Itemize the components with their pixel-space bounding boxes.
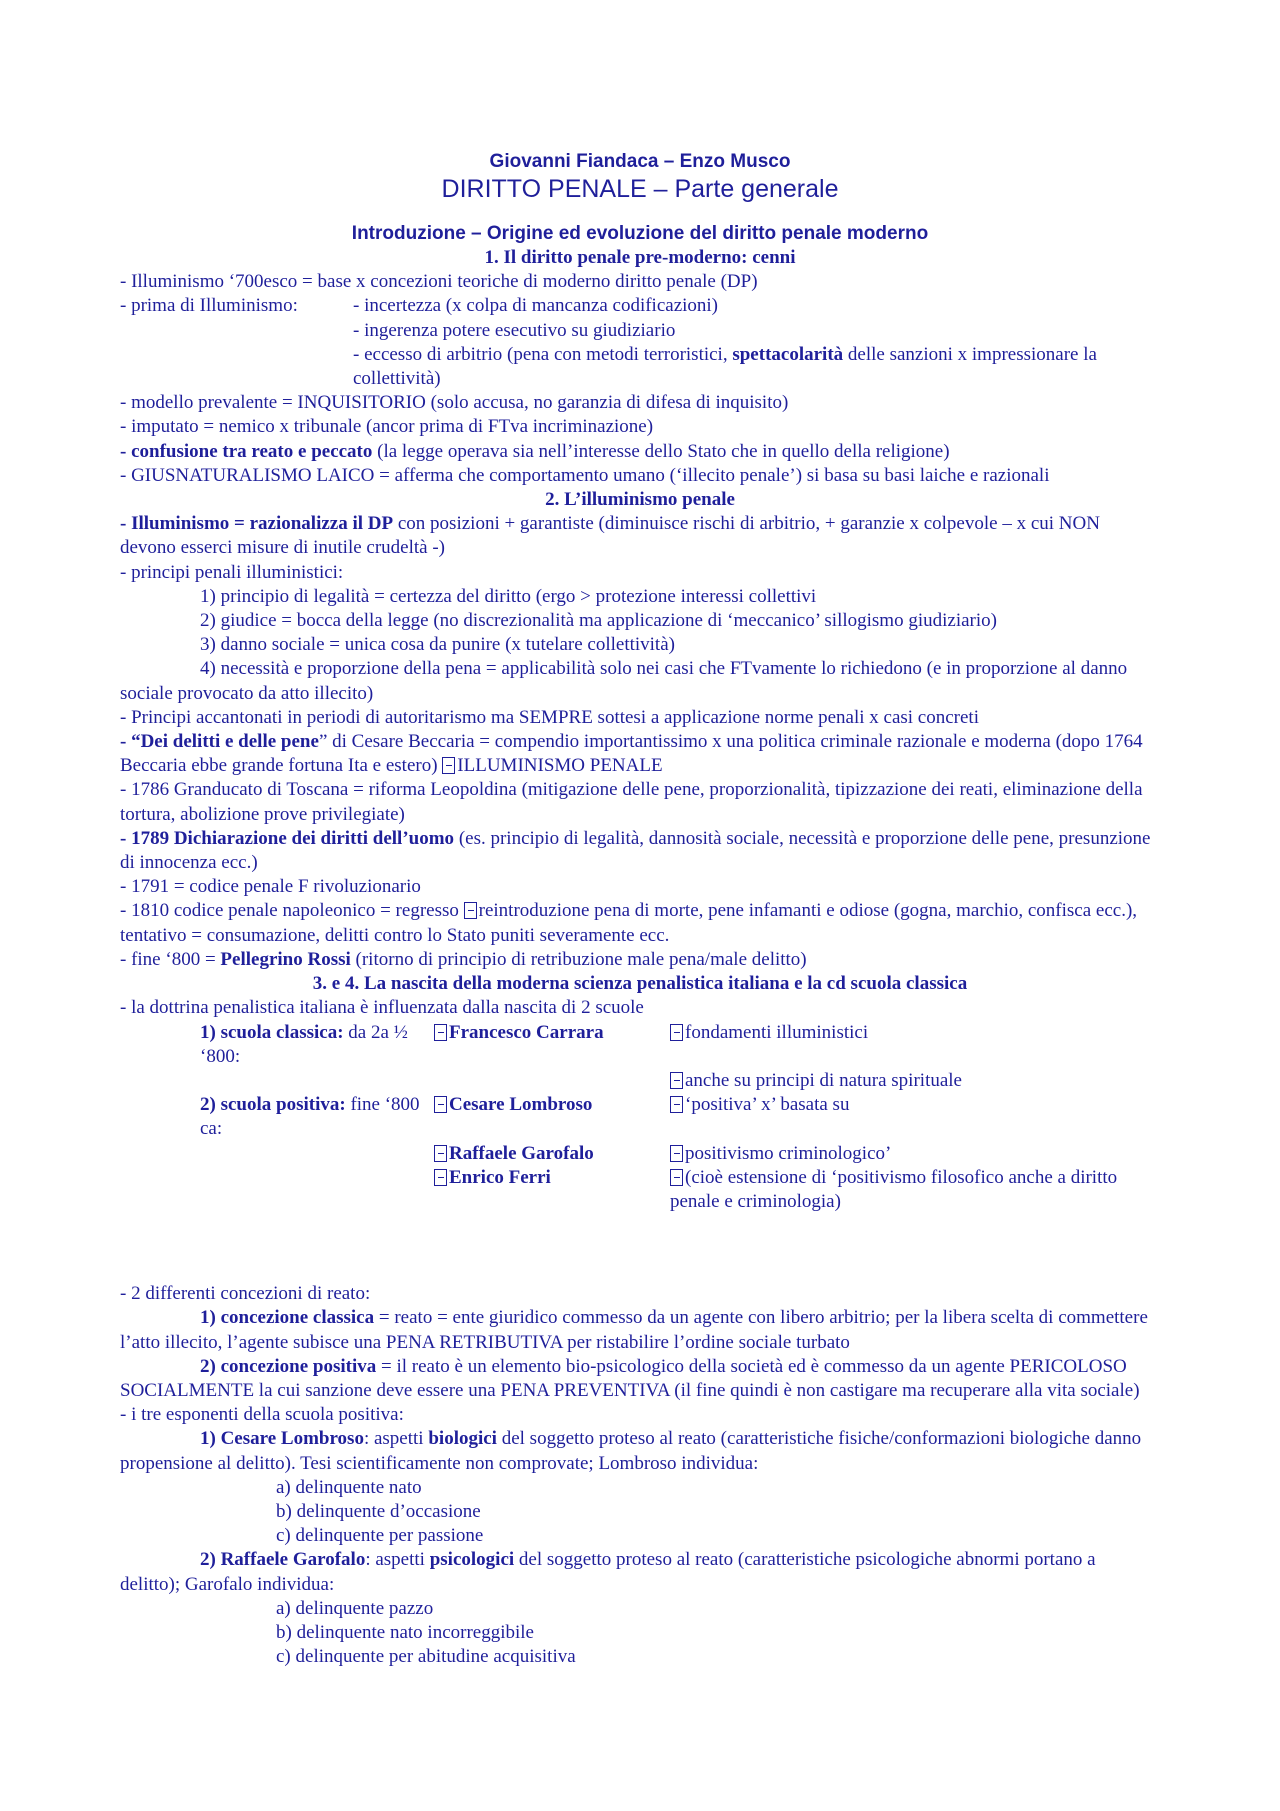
school-row: Enrico Ferri (cioè estensione di ‘positivismo filosofico anche a diritto penale e criminologia) xyxy=(120,1166,1160,1214)
paragraph: 2) concezione positiva = il reato è un elemento bio-psicologico della società ed è commesso da un agente PERICOLOSO SOCIALMENTE la cui sanzione deve essere una PENA PREVENTIVA (il fine quindi è non castigare ma recuperare alla vita sociale) xyxy=(120,1355,1140,1401)
paragraph: - 1789 Dichiarazione dei diritti dell’uomo (es. principio di legalità, dannosità sociale, necessità e proporzione delle pene, presunzione di innocenza ecc.) xyxy=(120,827,1151,874)
paragraph: - “Dei delitti e delle pene” di Cesare Beccaria = compendio importantissimo x una politica criminale razionale e moderna (dopo 1764 Beccaria ebbe grande fortuna Ita e estero) ILLUMINISMO PENALE xyxy=(120,731,1143,777)
hanging-list xyxy=(120,294,1160,318)
document-page xyxy=(120,150,1160,1669)
list-item: - eccesso di arbitrio (pena con metodi terroristici, spettacolarità delle sanzioni x impressionare la collettività) xyxy=(353,343,1097,390)
list-item: - incertezza (x colpa di mancanza codificazioni) xyxy=(353,295,719,317)
list-item: a) delinquente pazzo xyxy=(276,1597,434,1619)
paragraph: - Illuminismo ‘700esco = base x concezioni teoriche di moderno diritto penale (DP) xyxy=(120,271,758,293)
arrow-icon xyxy=(464,902,477,919)
arrow-icon xyxy=(442,757,455,774)
paragraph: 2) Raffaele Garofalo: aspetti psicologici del soggetto proteso al reato (caratteristiche psicologiche abnormi portano a delitto); Garofalo individua: xyxy=(120,1549,1096,1595)
paragraph: 1) concezione classica = reato = ente giuridico commesso da un agente con libero arbitrio; per la libera scelta di commettere l’atto illecito, l’agente subisce una PENA RETRIBUTIVA per ristabilire l’ordine sociale turbato xyxy=(120,1307,1148,1353)
paragraph: - principi penali illuministici: xyxy=(120,561,344,583)
arrow-icon xyxy=(670,1145,683,1162)
arrow-icon xyxy=(434,1024,447,1041)
paragraph: - confusione tra reato e peccato (la legge operava sia nell’interesse dello Stato che in quello della religione) xyxy=(120,440,950,462)
section-1-title: 1. Il diritto penale pre-moderno: cenni xyxy=(484,247,796,268)
paragraph: - 2 differenti concezioni di reato: xyxy=(120,1283,371,1305)
arrow-icon xyxy=(434,1169,447,1186)
list-item: - ingerenza potere esecutivo su giudiziario xyxy=(353,319,676,341)
list-item: b) delinquente nato incorreggibile xyxy=(276,1621,534,1643)
list-item: 4) necessità e proporzione della pena = applicabilità solo nei casi che FTvamente lo richiedono (e in proporzione al danno sociale provocato da atto illecito) xyxy=(120,658,1128,704)
paragraph: - imputato = nemico x tribunale (ancor prima di FTva incriminazione) xyxy=(120,416,654,438)
authors: Giovanni Fiandaca – Enzo Musco xyxy=(489,151,791,172)
list-item: 3) danno sociale = unica cosa da punire (x tutelare collettività) xyxy=(200,634,675,656)
paragraph: - 1791 = codice penale F rivoluzionario xyxy=(120,876,421,898)
paragraph: - GIUSNATURALISMO LAICO = afferma che comportamento umano (‘illecito penale’) si basa su basi laiche e razionali xyxy=(120,464,1050,486)
document-title: DIRITTO PENALE – Parte generale xyxy=(441,175,839,203)
arrow-icon xyxy=(434,1096,447,1113)
arrow-icon xyxy=(670,1072,683,1089)
paragraph: - Principi accantonati in periodi di autoritarismo ma SEMPRE sottesi a applicazione norme penali x casi concreti xyxy=(120,706,979,728)
paragraph: - 1810 codice penale napoleonico = regresso reintroduzione pena di morte, pene infamanti e odiose (gogna, marchio, confisca ecc.), tentativo = consumazione, delitti contro lo Stato puniti severamente ecc. xyxy=(120,900,1138,946)
paragraph: 1) Cesare Lombroso: aspetti biologici del soggetto proteso al reato (caratteristiche fisiche/conformazioni biologiche danno propensione al delitto). Tesi scientificamente non comprovate; Lombroso individua: xyxy=(120,1428,1142,1474)
paragraph: - Illuminismo = razionalizza il DP con posizioni + garantiste (diminuisce rischi di arbitrio, + garanzie x colpevole – x cui NON devono esserci misure di inutile crudeltà -) xyxy=(120,513,1100,559)
list-item: 2) giudice = bocca della legge (no discrezionalità ma applicazione di ‘meccanico’ sillogismo giudiziario) xyxy=(200,610,997,632)
intro-heading: Introduzione – Origine ed evoluzione del diritto penale moderno xyxy=(351,223,929,244)
arrow-icon xyxy=(670,1169,683,1186)
list-item: c) delinquente per passione xyxy=(276,1525,484,1547)
list-item: c) delinquente per abitudine acquisitiva xyxy=(276,1646,576,1668)
school-row: anche su principi di natura spirituale xyxy=(120,1069,1160,1093)
arrow-icon xyxy=(434,1145,447,1162)
paragraph: - 1786 Granducato di Toscana = riforma Leopoldina (mitigazione delle pene, proporzionalità, tipizzazione dei reati, eliminazione della tortura, abolizione prove privilegiate) xyxy=(120,779,1143,825)
paragraph: - la dottrina penalistica italiana è influenzata dalla nascita di 2 scuole xyxy=(120,997,644,1019)
list-item: 1) principio di legalità = certezza del diritto (ergo > protezione interessi collettivi xyxy=(200,585,817,607)
list-item: b) delinquente d’occasione xyxy=(276,1500,481,1522)
paragraph: - modello prevalente = INQUISITORIO (solo accusa, no garanzia di difesa di inquisito) xyxy=(120,392,789,414)
school-row: 2) scuola positiva: fine ‘800 ca: Cesare Lombroso ‘positiva’ x’ basata su xyxy=(200,1094,850,1140)
school-row: Raffaele Garofalo positivismo criminologico’ xyxy=(120,1142,1160,1166)
list-label: - prima di Illuminismo: xyxy=(120,295,298,317)
school-row: 1) scuola classica: da 2a ½ ‘800: Francesco Carrara fondamenti illuministici xyxy=(200,1021,869,1067)
arrow-icon xyxy=(670,1096,683,1113)
paragraph: - fine ‘800 = Pellegrino Rossi (ritorno di principio di retribuzione male pena/male delitto) xyxy=(120,948,807,970)
list-item: a) delinquente nato xyxy=(276,1476,422,1498)
arrow-icon xyxy=(670,1024,683,1041)
section-2-title: 2. L’illuminismo penale xyxy=(545,489,735,511)
section-3-title: 3. e 4. La nascita della moderna scienza penalistica italiana e la cd scuola classica xyxy=(312,973,968,995)
paragraph: - i tre esponenti della scuola positiva: xyxy=(120,1404,404,1426)
